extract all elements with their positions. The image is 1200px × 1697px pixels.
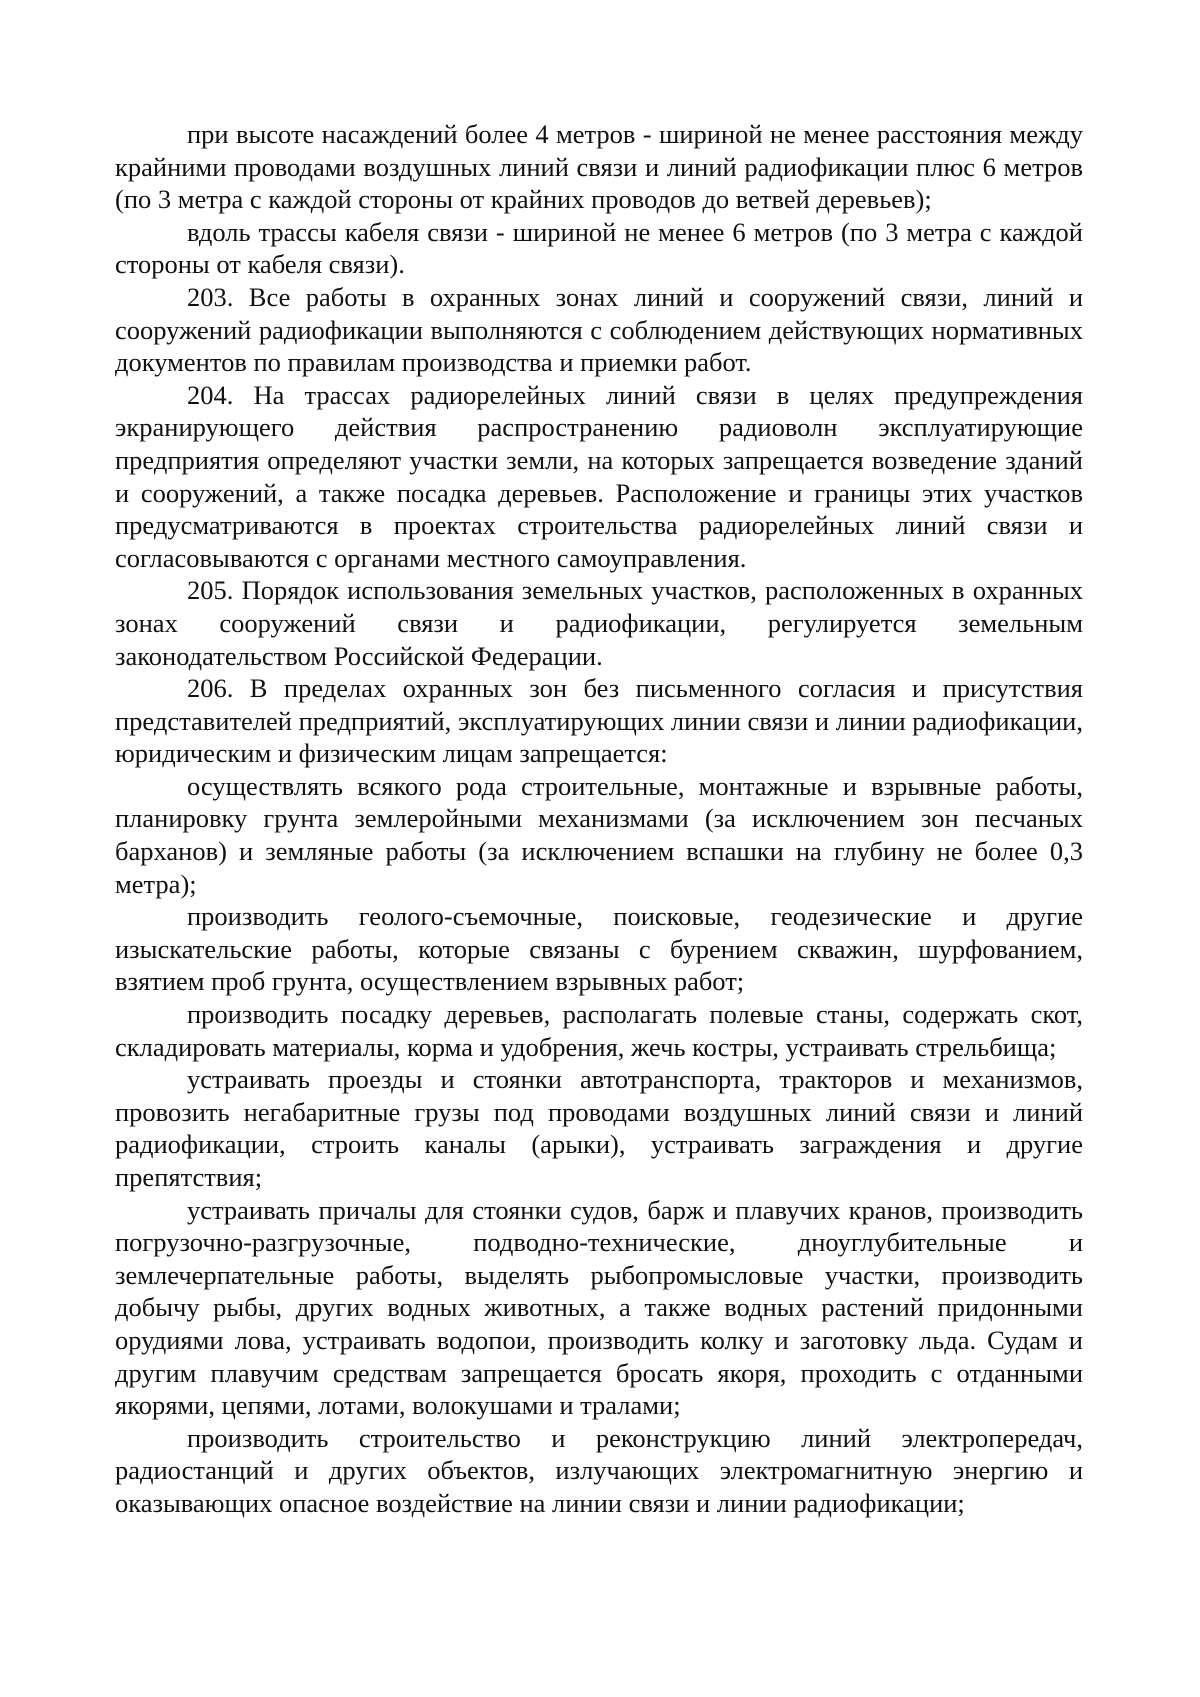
- list-item-vehicle-passages: устраивать проезды и стоянки автотранспорта, тракторов и механизмов, провозить негабаритные грузы под проводами воздушных линий связи и линий радиофикации, строить каналы (арыки), устраивать заграждения и другие препятствия;: [115, 1064, 1083, 1192]
- paragraph-cable-route: вдоль трассы кабеля связи - шириной не менее 6 метров (по 3 метра с каждой стороны от кабеля связи).: [115, 216, 1083, 280]
- paragraph-206: 206. В пределах охранных зон без письменного согласия и присутствия представителей предприятий, эксплуатирующих линии связи и линии радиофикации, юридическим и физическим лицам запрещается:: [115, 673, 1083, 769]
- paragraph-height-over-4m: при высоте насаждений более 4 метров - шириной не менее расстояния между крайними проводами воздушных линий связи и линий радиофикации плюс 6 метров (по 3 метра с каждой стороны от крайних проводов до ветвей деревьев);: [115, 119, 1083, 215]
- list-item-survey-works: производить геолого-съемочные, поисковые, геодезические и другие изыскательские работы, которые связаны с бурением скважин, шурфованием, взятием проб грунта, осуществлением взрывных работ;: [115, 901, 1083, 997]
- list-item-berths-water-works: устраивать причалы для стоянки судов, барж и плавучих кранов, производить погрузочно-разгрузочные, подводно-технические, дноуглубительные и землечерпательные работы, выделять рыбопромысловые участки, производить добычу рыбы, других водных животных, а также водных растений придонными орудиями лова, устраивать водопои, производить колку и заготовку льда. Судам и другим плавучим средствам запрещается бросать якоря, проходить с отданными якорями, цепями, лотами, волокушами и тралами;: [115, 1194, 1083, 1421]
- paragraph-205: 205. Порядок использования земельных участков, расположенных в охранных зонах сооружений связи и радиофикации, регулируется земельным законодательством Российской Федерации.: [115, 575, 1083, 671]
- list-item-power-lines: производить строительство и реконструкцию линий электропередач, радиостанций и других объектов, излучающих электромагнитную энергию и оказывающих опасное воздействие на линии связи и линии радиофикации;: [115, 1422, 1083, 1518]
- list-item-planting-livestock: производить посадку деревьев, располагать полевые станы, содержать скот, складировать материалы, корма и удобрения, жечь костры, устраивать стрельбища;: [115, 999, 1083, 1062]
- paragraph-203: 203. Все работы в охранных зонах линий и сооружений связи, линий и сооружений радиофикации выполняются с соблюдением действующих нормативных документов по правилам производства и приемки работ.: [115, 281, 1083, 378]
- document-page: [115, 118, 1083, 1520]
- paragraph-204: 204. На трассах радиорелейных линий связи в целях предупреждения экранирующего действия распространению радиоволн эксплуатирующие предприятия определяют участки земли, на которых запрещается возведение зданий и сооружений, а также посадка деревьев. Расположение и границы этих участков предусматриваются в проектах строительства радиорелейных линий связи и согласовываются с органами местного самоуправления.: [115, 379, 1083, 573]
- list-item-construction-works: осуществлять всякого рода строительные, монтажные и взрывные работы, планировку грунта землеройными механизмами (за исключением зон песчаных барханов) и земляные работы (за исключением вспашки на глубину не более 0,3 метра);: [115, 770, 1083, 899]
